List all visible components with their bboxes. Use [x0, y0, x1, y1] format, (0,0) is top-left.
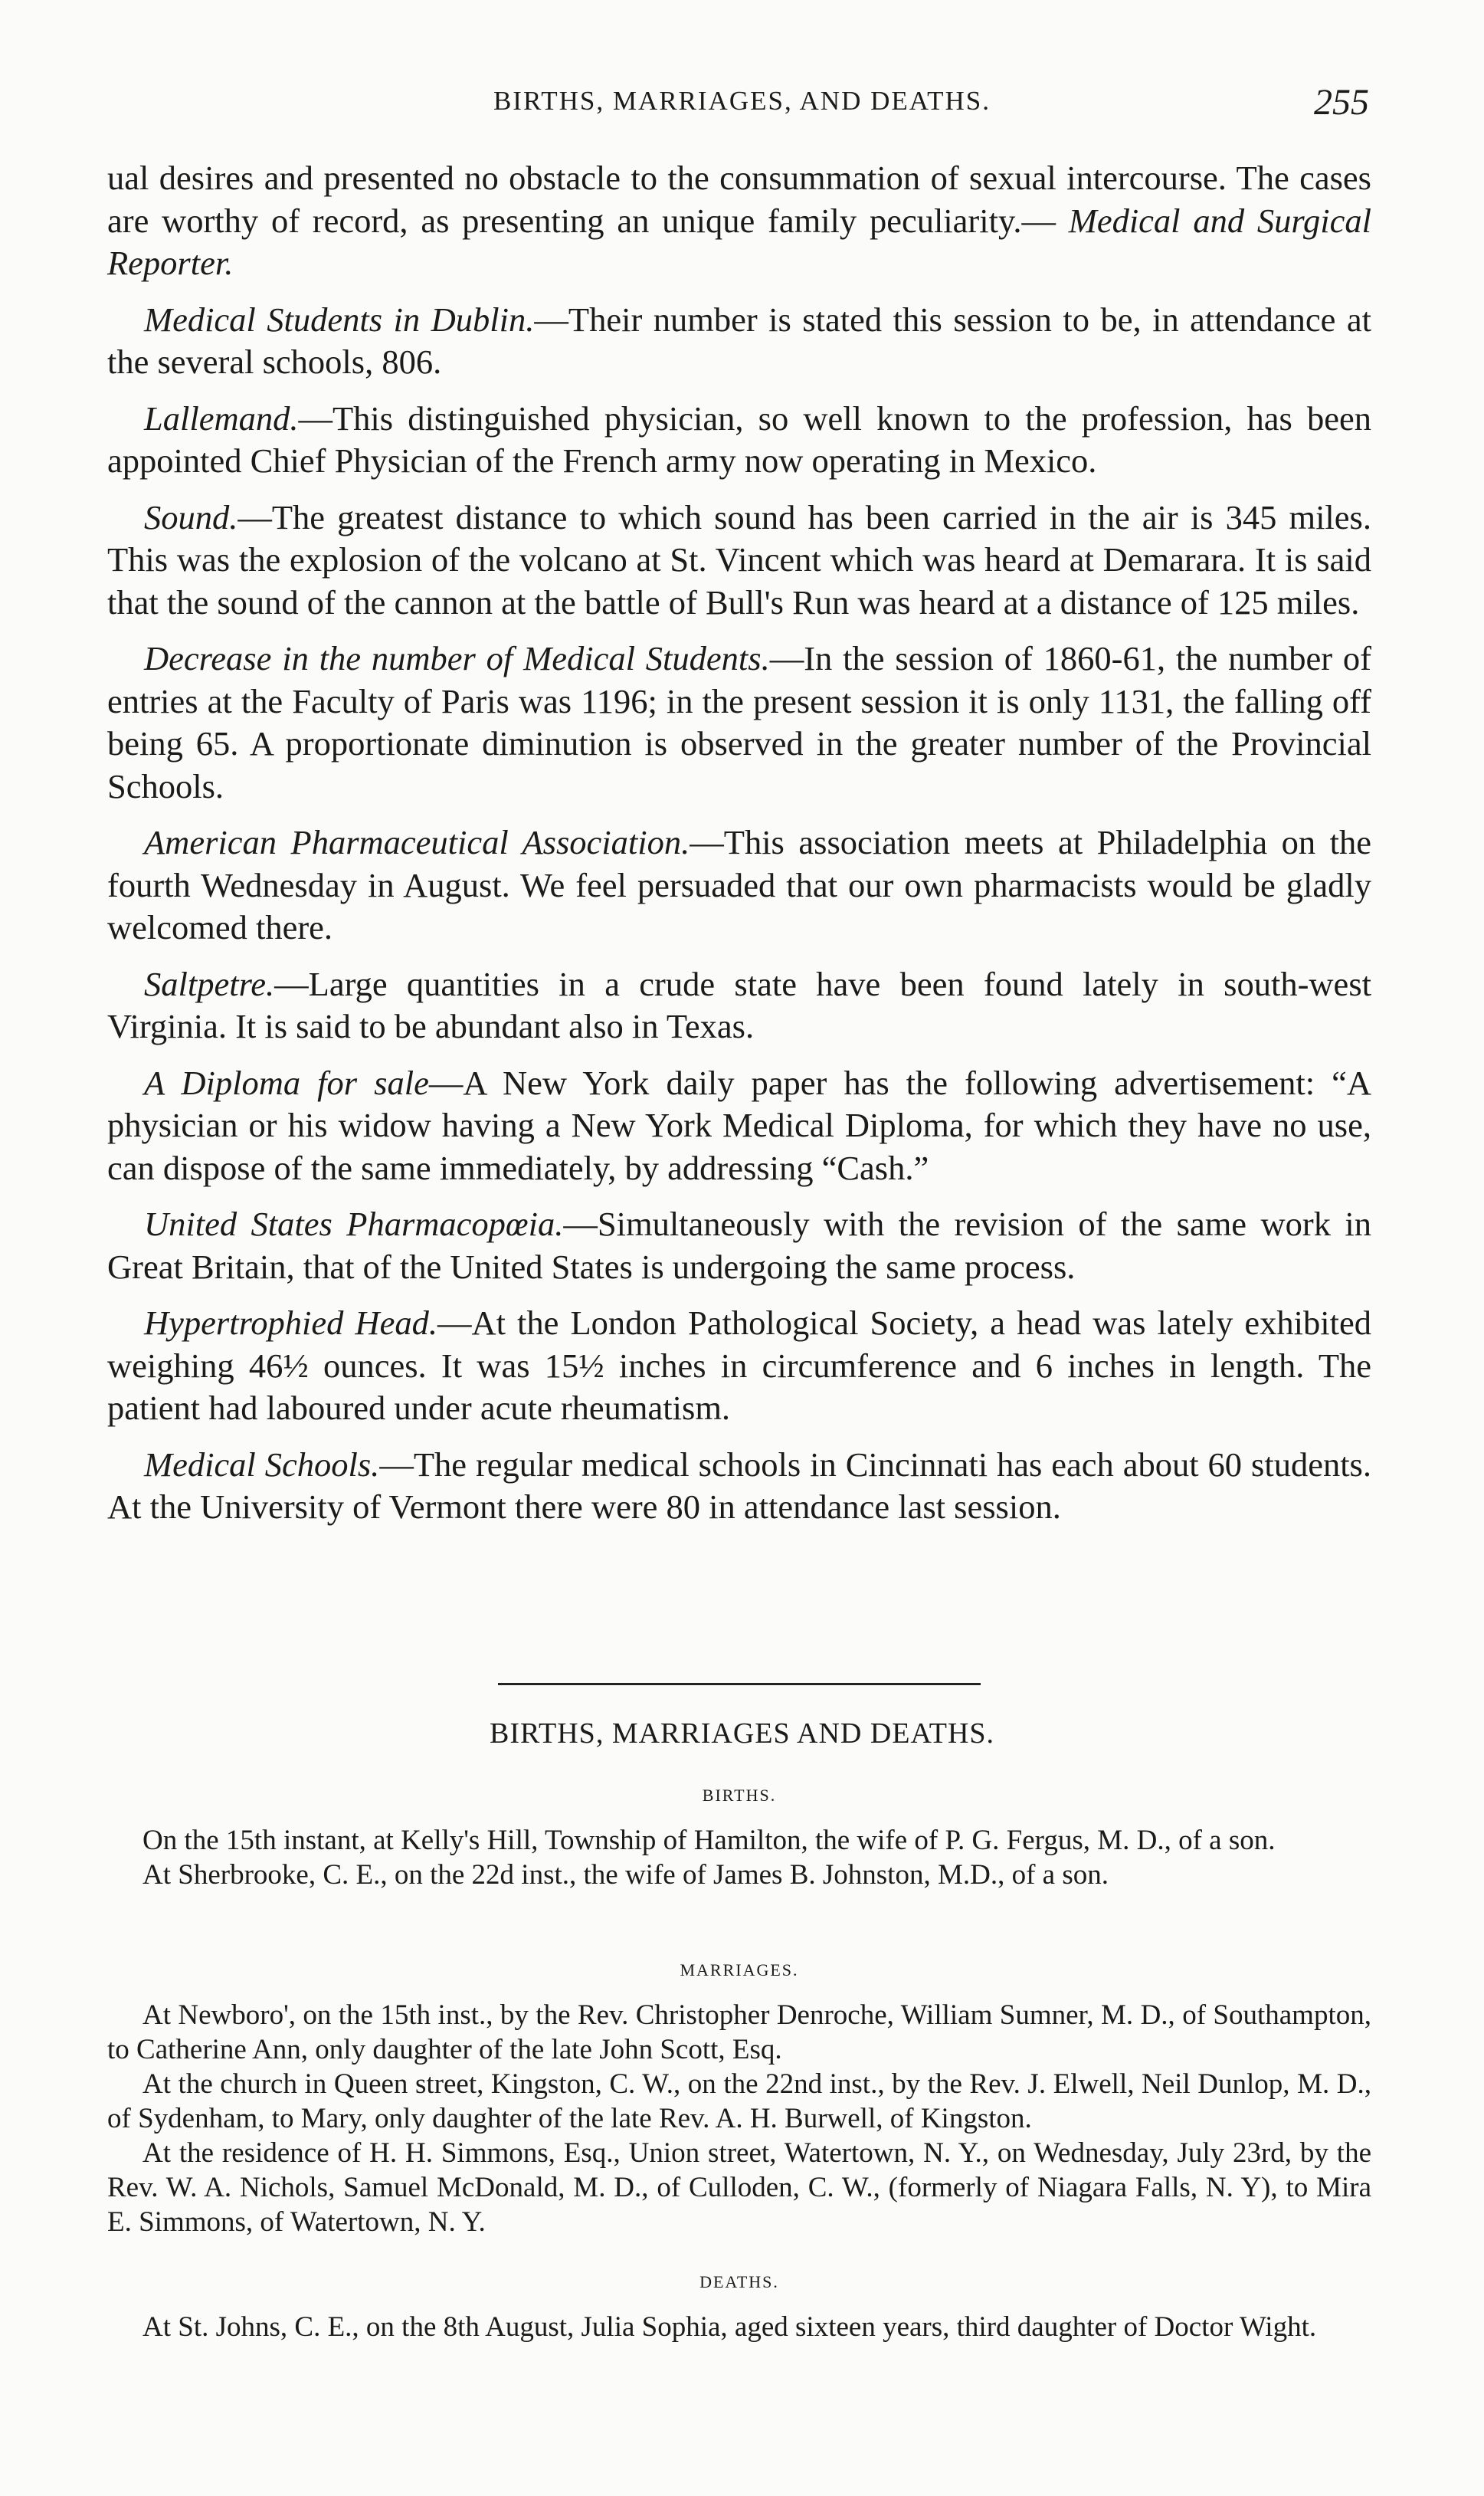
paragraph-text: —At the London Pathological Society, a head was lately exhibited weighing 46½ ounces. It was 15½ inches in circumference and 6 inches in length. The patient had laboured under acute rheumatism. — [107, 1304, 1371, 1427]
article-body — [107, 157, 1371, 1543]
marriage-entry: At the residence of H. H. Simmons, Esq., Union street, Watertown, N. Y., on Wednesday, July 23rd, by the Rev. W. A. Nichols, Samuel McDonald, M. D., of Culloden, C. W., (formerly of Niagara Falls, N. Y), to Mira E. Simmons, of Watertown, N. Y. — [107, 2137, 1371, 2238]
paragraph-lallemand — [107, 398, 1371, 483]
paragraph-text: —This association meets at Philadelphia on the fourth Wednesday in August. We feel persuaded that our own pharmacists would be gladly welcomed there. — [107, 823, 1371, 946]
paragraph-pharmacopoeia — [107, 1203, 1371, 1288]
paragraph-continuation — [107, 157, 1371, 285]
paragraph-medical-students-dublin — [107, 299, 1371, 384]
page-number: 255 — [1314, 82, 1369, 123]
running-head-title: BIRTHS, MARRIAGES, AND DEATHS. — [493, 86, 991, 116]
paragraph-lead: Lallemand. — [144, 399, 299, 438]
section-title: BIRTHS, MARRIAGES AND DEATHS. — [489, 1717, 995, 1750]
deaths-section — [107, 2265, 1371, 2344]
marriage-entry: At Newboro', on the 15th inst., by the Rev. Christopher Denroche, William Sumner, M. D., of Southampton, to Catherine Ann, only daughter of the late John Scott, Esq. — [107, 1999, 1371, 2065]
paragraph-text: —Their number is stated this session to be, in attendance at the several schools, 806. — [107, 300, 1372, 381]
paragraph-lead: A Diploma for sale — [144, 1063, 429, 1102]
section-divider — [498, 1683, 981, 1685]
births-heading: BIRTHS. — [702, 1786, 777, 1805]
deaths-heading: DEATHS. — [699, 2272, 779, 2291]
paragraph-text: —In the session of 1860-61, the number of entries at the Faculty of Paris was 1196; in the present session it is only 1131, the falling off being 65. A proportionate diminution is observed in the greater number of the Provincial Schools. — [107, 639, 1371, 805]
paragraph-lead: Hypertrophied Head. — [144, 1304, 437, 1342]
paragraph-lead: Medical Schools. — [144, 1445, 380, 1484]
paragraph-lead: Medical Students in Dublin. — [144, 300, 535, 339]
paragraph-text: —Large quantities in a crude state have been found lately in south-west Virginia. It is said to be abundant also in Texas. — [107, 964, 1371, 1045]
paragraph-sound — [107, 497, 1371, 625]
marriage-entry: At the church in Queen street, Kingston, C. W., on the 22nd inst., by the Rev. J. Elwell, Neil Dunlop, M. D., of Sydenham, to Mary, only daughter of the late Rev. A. H. Burwell, of Kingston. — [107, 2068, 1371, 2134]
paragraph-medical-schools — [107, 1444, 1371, 1529]
paragraph-text: —This distinguished physician, so well known to the profession, has been appointed Chief Physician of the French army now operating in Mexico. — [107, 399, 1371, 480]
paragraph-lead: United States Pharmacopœia. — [144, 1205, 564, 1243]
paragraph-text: —The greatest distance to which sound has been carried in the air is 345 miles. This was the explosion of the volcano at St. Vincent which was heard at Demarara. It is said that the sound of the cannon at the battle of Bull's Run was heard at a distance of 125 miles. — [107, 497, 1371, 622]
birth-entry: At Sherbrooke, C. E., on the 22d inst., the wife of James B. Johnston, M.D., of a son. — [143, 1859, 1109, 1891]
paragraph-lead: Decrease in the number of Medical Students. — [144, 639, 770, 677]
paragraph-hypertrophied-head — [107, 1302, 1371, 1430]
birth-entry: On the 15th instant, at Kelly's Hill, Township of Hamilton, the wife of P. G. Fergus, M. D., of a son. — [143, 1825, 1276, 1856]
paragraph-decrease-students — [107, 638, 1371, 808]
paragraph-text: —Simultaneously with the revision of the same work in Great Britain, that of the United States is undergoing the same process. — [107, 1205, 1371, 1286]
running-head — [0, 82, 1484, 132]
marriages-heading: MARRIAGES. — [680, 1960, 799, 1979]
births-section — [107, 1778, 1371, 1892]
paragraph-text: —A New York daily paper has the following advertisement: “A physician or his widow having a New York Medical Diploma, for which they have no use, can dispose of the same immediately, by addressing “Cash.” — [107, 1063, 1371, 1187]
source-citation: Medical and Surgical Reporter. — [107, 201, 1372, 282]
death-entry: At St. Johns, C. E., on the 8th August, Julia Sophia, aged sixteen years, third daughter of Doctor Wight. — [143, 2311, 1317, 2343]
paragraph-lead: Sound. — [144, 497, 238, 536]
paragraph-pharmaceutical-association — [107, 822, 1371, 950]
paragraph-lead: Saltpetre. — [144, 964, 275, 1003]
paragraph-text: —The regular medical schools in Cincinnati has each about 60 students. At the University of Vermont there were 80 in attendance last session. — [107, 1445, 1371, 1526]
paragraph-lead: American Pharmaceutical Association. — [144, 823, 690, 861]
paragraph-text: ual desires and presented no obstacle to the consummation of sexual intercourse. The cases are worthy of record, as presenting an unique family peculiarity.— — [107, 159, 1371, 240]
marriages-section — [107, 1953, 1371, 2239]
paragraph-diploma-for-sale — [107, 1062, 1371, 1190]
paragraph-saltpetre — [107, 963, 1371, 1048]
